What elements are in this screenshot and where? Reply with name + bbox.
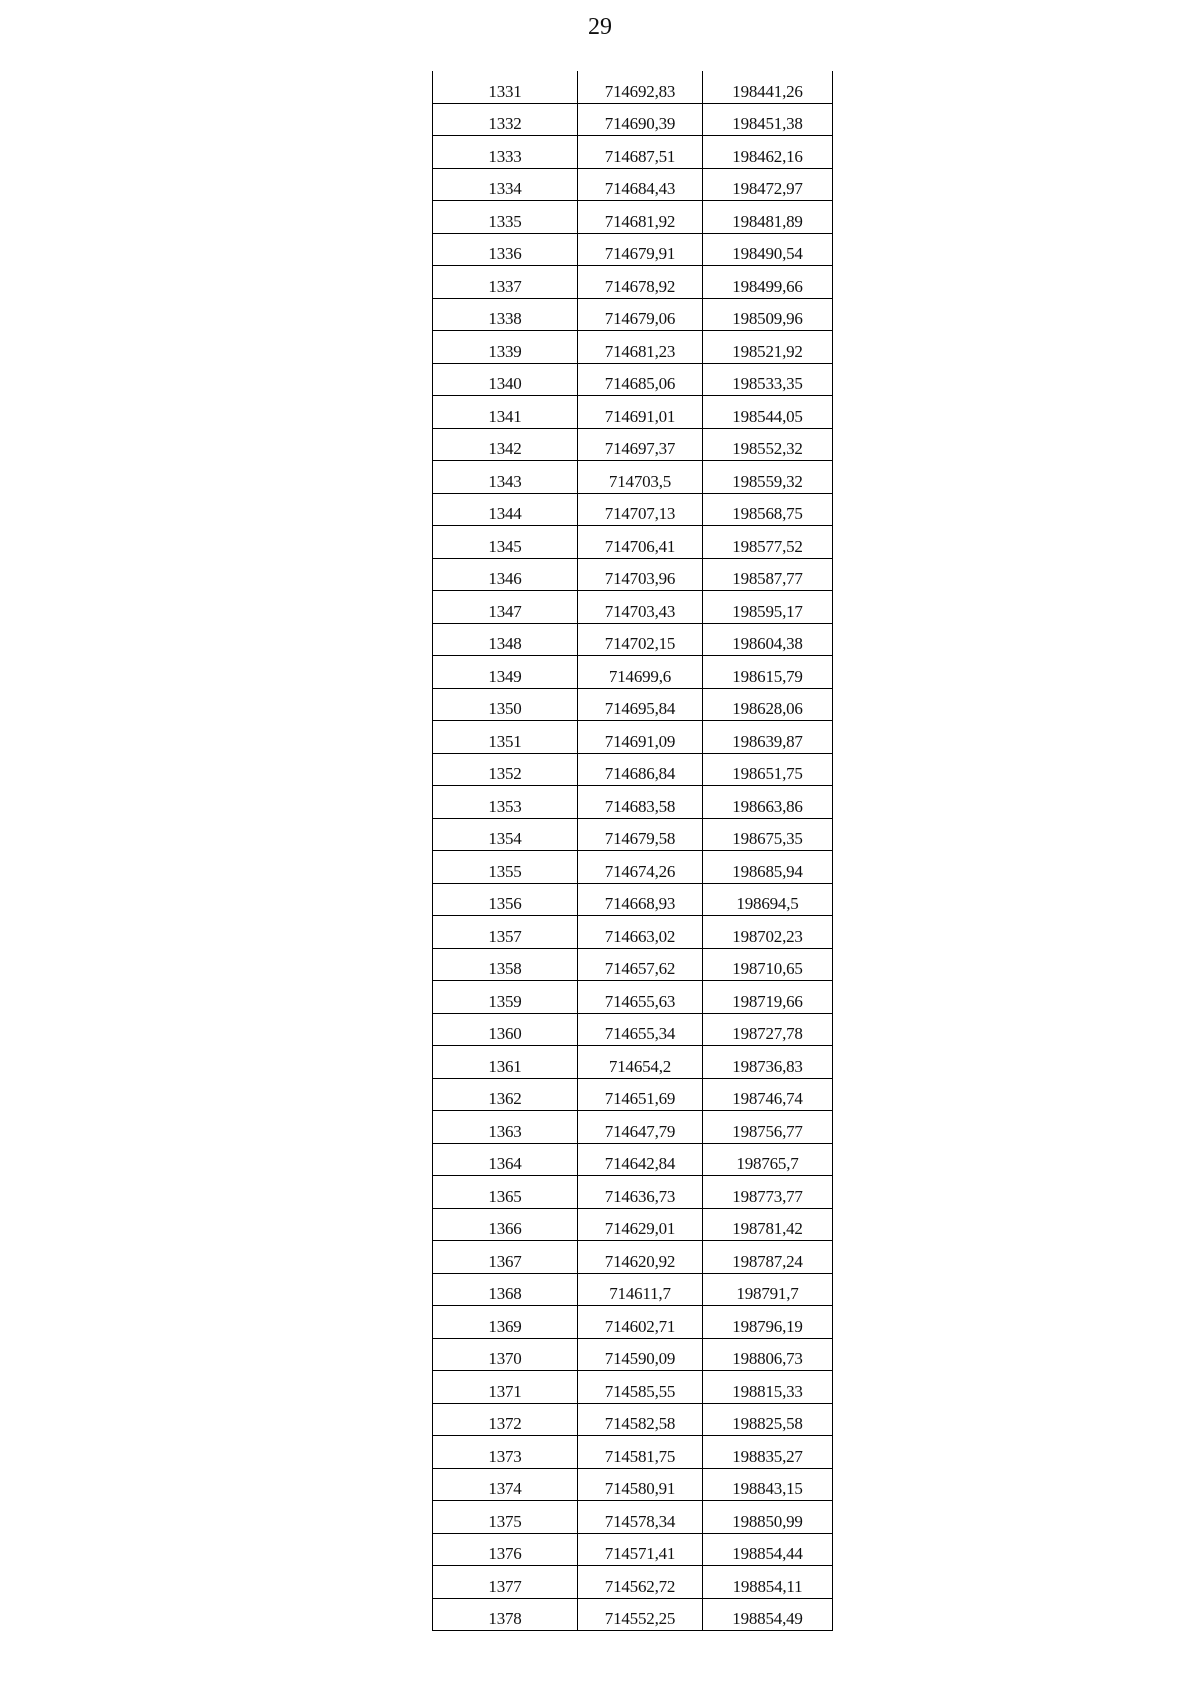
table-row bbox=[433, 1371, 833, 1404]
point-number-cell: 1343 bbox=[433, 461, 578, 494]
y-coordinate-cell: 198850,99 bbox=[703, 1501, 833, 1534]
point-number-cell: 1331 bbox=[433, 71, 578, 103]
table-row bbox=[433, 461, 833, 494]
table-row bbox=[433, 331, 833, 364]
point-number-cell: 1368 bbox=[433, 1273, 578, 1306]
point-number-cell: 1345 bbox=[433, 526, 578, 559]
point-number-cell: 1359 bbox=[433, 981, 578, 1014]
table-row bbox=[433, 201, 833, 234]
y-coordinate-cell: 198815,33 bbox=[703, 1371, 833, 1404]
point-number-cell: 1338 bbox=[433, 298, 578, 331]
table-row bbox=[433, 786, 833, 819]
x-coordinate-cell: 714562,72 bbox=[578, 1566, 703, 1599]
y-coordinate-cell: 198773,77 bbox=[703, 1176, 833, 1209]
point-number-cell: 1378 bbox=[433, 1598, 578, 1631]
point-number-cell: 1346 bbox=[433, 558, 578, 591]
page-number: 29 bbox=[588, 14, 612, 40]
y-coordinate-cell: 198835,27 bbox=[703, 1436, 833, 1469]
point-number-cell: 1367 bbox=[433, 1241, 578, 1274]
y-coordinate-cell: 198577,52 bbox=[703, 526, 833, 559]
point-number-cell: 1356 bbox=[433, 883, 578, 916]
y-coordinate-cell: 198765,7 bbox=[703, 1143, 833, 1176]
table-row bbox=[433, 266, 833, 299]
point-number-cell: 1363 bbox=[433, 1111, 578, 1144]
x-coordinate-cell: 714657,62 bbox=[578, 948, 703, 981]
point-number-cell: 1355 bbox=[433, 851, 578, 884]
table-row bbox=[433, 1176, 833, 1209]
point-number-cell: 1341 bbox=[433, 396, 578, 429]
x-coordinate-cell: 714684,43 bbox=[578, 168, 703, 201]
table-row bbox=[433, 428, 833, 461]
x-coordinate-cell: 714647,79 bbox=[578, 1111, 703, 1144]
y-coordinate-cell: 198727,78 bbox=[703, 1013, 833, 1046]
y-coordinate-cell: 198736,83 bbox=[703, 1046, 833, 1079]
table-row bbox=[433, 233, 833, 266]
point-number-cell: 1351 bbox=[433, 721, 578, 754]
table-row bbox=[433, 818, 833, 851]
table-row bbox=[433, 916, 833, 949]
table-row bbox=[433, 1501, 833, 1534]
x-coordinate-cell: 714678,92 bbox=[578, 266, 703, 299]
point-number-cell: 1333 bbox=[433, 136, 578, 169]
table-row bbox=[433, 753, 833, 786]
table-row bbox=[433, 396, 833, 429]
table-row bbox=[433, 688, 833, 721]
point-number-cell: 1335 bbox=[433, 201, 578, 234]
table-row bbox=[433, 363, 833, 396]
table-row bbox=[433, 1273, 833, 1306]
table-row bbox=[433, 851, 833, 884]
table-row bbox=[433, 1143, 833, 1176]
x-coordinate-cell: 714687,51 bbox=[578, 136, 703, 169]
point-number-cell: 1370 bbox=[433, 1338, 578, 1371]
table-row bbox=[433, 1306, 833, 1339]
point-number-cell: 1347 bbox=[433, 591, 578, 624]
x-coordinate-cell: 714691,01 bbox=[578, 396, 703, 429]
x-coordinate-cell: 714668,93 bbox=[578, 883, 703, 916]
x-coordinate-cell: 714703,5 bbox=[578, 461, 703, 494]
y-coordinate-cell: 198451,38 bbox=[703, 103, 833, 136]
point-number-cell: 1364 bbox=[433, 1143, 578, 1176]
point-number-cell: 1352 bbox=[433, 753, 578, 786]
y-coordinate-cell: 198490,54 bbox=[703, 233, 833, 266]
y-coordinate-cell: 198587,77 bbox=[703, 558, 833, 591]
y-coordinate-cell: 198481,89 bbox=[703, 201, 833, 234]
x-coordinate-cell: 714642,84 bbox=[578, 1143, 703, 1176]
x-coordinate-cell: 714636,73 bbox=[578, 1176, 703, 1209]
x-coordinate-cell: 714679,06 bbox=[578, 298, 703, 331]
y-coordinate-cell: 198675,35 bbox=[703, 818, 833, 851]
y-coordinate-cell: 198559,32 bbox=[703, 461, 833, 494]
y-coordinate-cell: 198441,26 bbox=[703, 71, 833, 103]
y-coordinate-cell: 198746,74 bbox=[703, 1078, 833, 1111]
x-coordinate-cell: 714681,92 bbox=[578, 201, 703, 234]
x-coordinate-cell: 714699,6 bbox=[578, 656, 703, 689]
y-coordinate-cell: 198628,06 bbox=[703, 688, 833, 721]
x-coordinate-cell: 714703,43 bbox=[578, 591, 703, 624]
table-row bbox=[433, 1566, 833, 1599]
y-coordinate-cell: 198651,75 bbox=[703, 753, 833, 786]
table-row bbox=[433, 623, 833, 656]
table-row bbox=[433, 1013, 833, 1046]
x-coordinate-cell: 714695,84 bbox=[578, 688, 703, 721]
point-number-cell: 1353 bbox=[433, 786, 578, 819]
table-row bbox=[433, 1468, 833, 1501]
point-number-cell: 1339 bbox=[433, 331, 578, 364]
y-coordinate-cell: 198854,11 bbox=[703, 1566, 833, 1599]
point-number-cell: 1354 bbox=[433, 818, 578, 851]
x-coordinate-cell: 714578,34 bbox=[578, 1501, 703, 1534]
table-row bbox=[433, 1046, 833, 1079]
table-row bbox=[433, 493, 833, 526]
table-row bbox=[433, 526, 833, 559]
y-coordinate-cell: 198663,86 bbox=[703, 786, 833, 819]
point-number-cell: 1348 bbox=[433, 623, 578, 656]
x-coordinate-cell: 714691,09 bbox=[578, 721, 703, 754]
table-row bbox=[433, 168, 833, 201]
y-coordinate-cell: 198639,87 bbox=[703, 721, 833, 754]
table-row bbox=[433, 558, 833, 591]
y-coordinate-cell: 198685,94 bbox=[703, 851, 833, 884]
point-number-cell: 1373 bbox=[433, 1436, 578, 1469]
point-number-cell: 1375 bbox=[433, 1501, 578, 1534]
x-coordinate-cell: 714655,34 bbox=[578, 1013, 703, 1046]
x-coordinate-cell: 714686,84 bbox=[578, 753, 703, 786]
coordinates-table bbox=[432, 71, 833, 1631]
point-number-cell: 1362 bbox=[433, 1078, 578, 1111]
x-coordinate-cell: 714585,55 bbox=[578, 1371, 703, 1404]
table-row bbox=[433, 1533, 833, 1566]
point-number-cell: 1340 bbox=[433, 363, 578, 396]
y-coordinate-cell: 198787,24 bbox=[703, 1241, 833, 1274]
y-coordinate-cell: 198756,77 bbox=[703, 1111, 833, 1144]
point-number-cell: 1349 bbox=[433, 656, 578, 689]
table-row bbox=[433, 1403, 833, 1436]
y-coordinate-cell: 198796,19 bbox=[703, 1306, 833, 1339]
x-coordinate-cell: 714651,69 bbox=[578, 1078, 703, 1111]
y-coordinate-cell: 198694,5 bbox=[703, 883, 833, 916]
x-coordinate-cell: 714590,09 bbox=[578, 1338, 703, 1371]
x-coordinate-cell: 714580,91 bbox=[578, 1468, 703, 1501]
point-number-cell: 1360 bbox=[433, 1013, 578, 1046]
point-number-cell: 1361 bbox=[433, 1046, 578, 1079]
x-coordinate-cell: 714674,26 bbox=[578, 851, 703, 884]
point-number-cell: 1350 bbox=[433, 688, 578, 721]
x-coordinate-cell: 714692,83 bbox=[578, 71, 703, 103]
y-coordinate-cell: 198843,15 bbox=[703, 1468, 833, 1501]
y-coordinate-cell: 198806,73 bbox=[703, 1338, 833, 1371]
table-row bbox=[433, 136, 833, 169]
table-row bbox=[433, 656, 833, 689]
point-number-cell: 1332 bbox=[433, 103, 578, 136]
point-number-cell: 1336 bbox=[433, 233, 578, 266]
point-number-cell: 1376 bbox=[433, 1533, 578, 1566]
y-coordinate-cell: 198604,38 bbox=[703, 623, 833, 656]
x-coordinate-cell: 714552,25 bbox=[578, 1598, 703, 1631]
table-row bbox=[433, 1208, 833, 1241]
x-coordinate-cell: 714702,15 bbox=[578, 623, 703, 656]
y-coordinate-cell: 198509,96 bbox=[703, 298, 833, 331]
y-coordinate-cell: 198472,97 bbox=[703, 168, 833, 201]
x-coordinate-cell: 714611,7 bbox=[578, 1273, 703, 1306]
point-number-cell: 1358 bbox=[433, 948, 578, 981]
table-row bbox=[433, 591, 833, 624]
point-number-cell: 1342 bbox=[433, 428, 578, 461]
point-number-cell: 1366 bbox=[433, 1208, 578, 1241]
x-coordinate-cell: 714703,96 bbox=[578, 558, 703, 591]
x-coordinate-cell: 714679,58 bbox=[578, 818, 703, 851]
x-coordinate-cell: 714683,58 bbox=[578, 786, 703, 819]
x-coordinate-cell: 714571,41 bbox=[578, 1533, 703, 1566]
point-number-cell: 1374 bbox=[433, 1468, 578, 1501]
x-coordinate-cell: 714663,02 bbox=[578, 916, 703, 949]
table-row bbox=[433, 1078, 833, 1111]
x-coordinate-cell: 714685,06 bbox=[578, 363, 703, 396]
y-coordinate-cell: 198568,75 bbox=[703, 493, 833, 526]
table-row bbox=[433, 1241, 833, 1274]
x-coordinate-cell: 714707,13 bbox=[578, 493, 703, 526]
y-coordinate-cell: 198521,92 bbox=[703, 331, 833, 364]
table-row bbox=[433, 981, 833, 1014]
x-coordinate-cell: 714655,63 bbox=[578, 981, 703, 1014]
point-number-cell: 1372 bbox=[433, 1403, 578, 1436]
y-coordinate-cell: 198615,79 bbox=[703, 656, 833, 689]
point-number-cell: 1369 bbox=[433, 1306, 578, 1339]
point-number-cell: 1365 bbox=[433, 1176, 578, 1209]
y-coordinate-cell: 198710,65 bbox=[703, 948, 833, 981]
x-coordinate-cell: 714602,71 bbox=[578, 1306, 703, 1339]
x-coordinate-cell: 714697,37 bbox=[578, 428, 703, 461]
point-number-cell: 1357 bbox=[433, 916, 578, 949]
coordinates-table-body bbox=[433, 71, 833, 1631]
y-coordinate-cell: 198719,66 bbox=[703, 981, 833, 1014]
y-coordinate-cell: 198499,66 bbox=[703, 266, 833, 299]
x-coordinate-cell: 714582,58 bbox=[578, 1403, 703, 1436]
point-number-cell: 1377 bbox=[433, 1566, 578, 1599]
table-row bbox=[433, 1111, 833, 1144]
x-coordinate-cell: 714654,2 bbox=[578, 1046, 703, 1079]
y-coordinate-cell: 198854,49 bbox=[703, 1598, 833, 1631]
table-row bbox=[433, 948, 833, 981]
x-coordinate-cell: 714629,01 bbox=[578, 1208, 703, 1241]
point-number-cell: 1371 bbox=[433, 1371, 578, 1404]
x-coordinate-cell: 714620,92 bbox=[578, 1241, 703, 1274]
table-row bbox=[433, 298, 833, 331]
table-row bbox=[433, 883, 833, 916]
point-number-cell: 1334 bbox=[433, 168, 578, 201]
x-coordinate-cell: 714706,41 bbox=[578, 526, 703, 559]
y-coordinate-cell: 198854,44 bbox=[703, 1533, 833, 1566]
table-row bbox=[433, 1598, 833, 1631]
table-row bbox=[433, 103, 833, 136]
table-row bbox=[433, 1338, 833, 1371]
y-coordinate-cell: 198702,23 bbox=[703, 916, 833, 949]
y-coordinate-cell: 198462,16 bbox=[703, 136, 833, 169]
y-coordinate-cell: 198595,17 bbox=[703, 591, 833, 624]
y-coordinate-cell: 198781,42 bbox=[703, 1208, 833, 1241]
y-coordinate-cell: 198552,32 bbox=[703, 428, 833, 461]
y-coordinate-cell: 198791,7 bbox=[703, 1273, 833, 1306]
table-row bbox=[433, 721, 833, 754]
y-coordinate-cell: 198825,58 bbox=[703, 1403, 833, 1436]
point-number-cell: 1337 bbox=[433, 266, 578, 299]
table-row bbox=[433, 71, 833, 103]
point-number-cell: 1344 bbox=[433, 493, 578, 526]
table-row bbox=[433, 1436, 833, 1469]
y-coordinate-cell: 198533,35 bbox=[703, 363, 833, 396]
y-coordinate-cell: 198544,05 bbox=[703, 396, 833, 429]
x-coordinate-cell: 714681,23 bbox=[578, 331, 703, 364]
x-coordinate-cell: 714581,75 bbox=[578, 1436, 703, 1469]
x-coordinate-cell: 714690,39 bbox=[578, 103, 703, 136]
x-coordinate-cell: 714679,91 bbox=[578, 233, 703, 266]
